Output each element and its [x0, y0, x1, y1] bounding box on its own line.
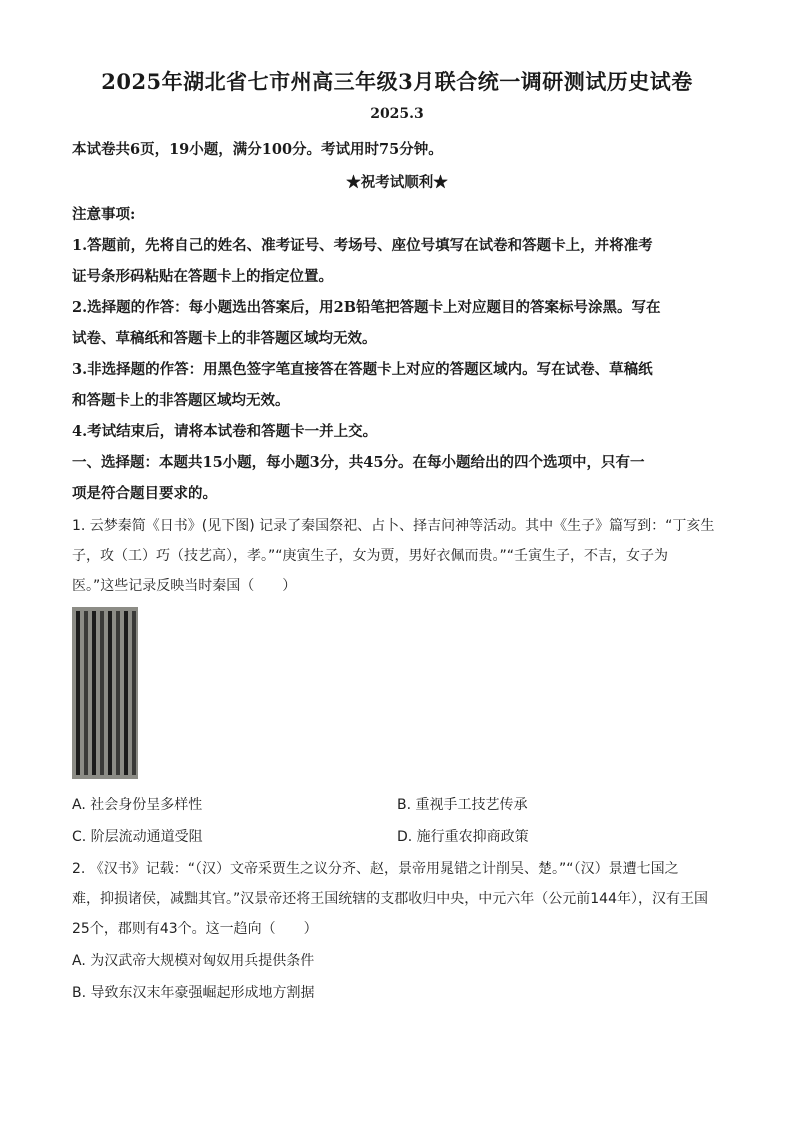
question-2-text: 2. 《汉书》记载：“（汉）文帝采贾生之议分齐、赵，景帝用晁错之计削吴、楚。”“（汉）景遭七国之: [72, 861, 679, 877]
good-luck-banner: ★祝考试顺利★: [346, 174, 448, 191]
question-2-option-a: A. 为汉武帝大规模对匈奴用兵提供条件: [72, 953, 315, 969]
note-line: 1.答题前，先将自己的姓名、准考证号、考场号、座位号填写在试卷和答题卡上，并将准考: [72, 237, 653, 254]
bamboo-slips-image: [72, 607, 138, 779]
question-1-option-d: D. 施行重农抑商政策: [397, 829, 529, 845]
note-line: 证号条形码粘贴在答题卡上的指定位置。: [72, 268, 333, 285]
question-1-text: 医。”这些记录反映当时秦国（ ）: [72, 578, 297, 594]
notes-heading: 注意事项:: [72, 206, 136, 223]
question-1-option-a: A. 社会身份呈多样性: [72, 797, 203, 813]
note-line: 和答题卡上的非答题区域均无效。: [72, 392, 290, 409]
note-line: 2.选择题的作答：每小题选出答案后，用2B铅笔把答题卡上对应题目的答案标号涂黑。写在: [72, 299, 661, 316]
exam-date: 2025.3: [370, 106, 424, 122]
question-1-option-c: C. 阶层流动通道受阻: [72, 829, 203, 845]
question-1-text: 子，攻（工）巧（技艺高），孝。”“庚寅生子，女为贾，男好衣佩而贵。”“壬寅生子，不吉，女子为: [72, 548, 669, 564]
question-1-option-b: B. 重视手工技艺传承: [397, 797, 528, 813]
exam-title: 2025年湖北省七市州高三年级3月联合统一调研测试历史试卷: [101, 69, 693, 94]
note-line: 试卷、草稿纸和答题卡上的非答题区域均无效。: [72, 330, 377, 347]
section-heading-line: 项是符合题目要求的。: [72, 485, 217, 502]
question-1-text: 1. 云梦秦简《日书》(见下图) 记录了秦国祭祀、占卜、择吉问神等活动。其中《生子》篇写到：“丁亥生: [72, 518, 715, 534]
question-2-text: 25个，郡则有43个。这一趋向（ ）: [72, 921, 318, 937]
exam-summary: 本试卷共6页，19小题，满分100分。考试用时75分钟。: [72, 141, 443, 158]
note-line: 3.非选择题的作答：用黑色签字笔直接答在答题卡上对应的答题区域内。写在试卷、草稿纸: [72, 361, 653, 378]
question-2-option-b: B. 导致东汉末年豪强崛起形成地方割据: [72, 985, 315, 1001]
section-heading-line: 一、选择题：本题共15小题，每小题3分，共45分。在每小题给出的四个选项中，只有一: [72, 454, 645, 471]
note-line: 4.考试结束后，请将本试卷和答题卡一并上交。: [72, 423, 378, 440]
question-2-text: 难，抑损诸侯，减黜其官。”汉景帝还将王国统辖的支郡收归中央，中元六年（公元前144年），汉有王国: [72, 891, 708, 907]
